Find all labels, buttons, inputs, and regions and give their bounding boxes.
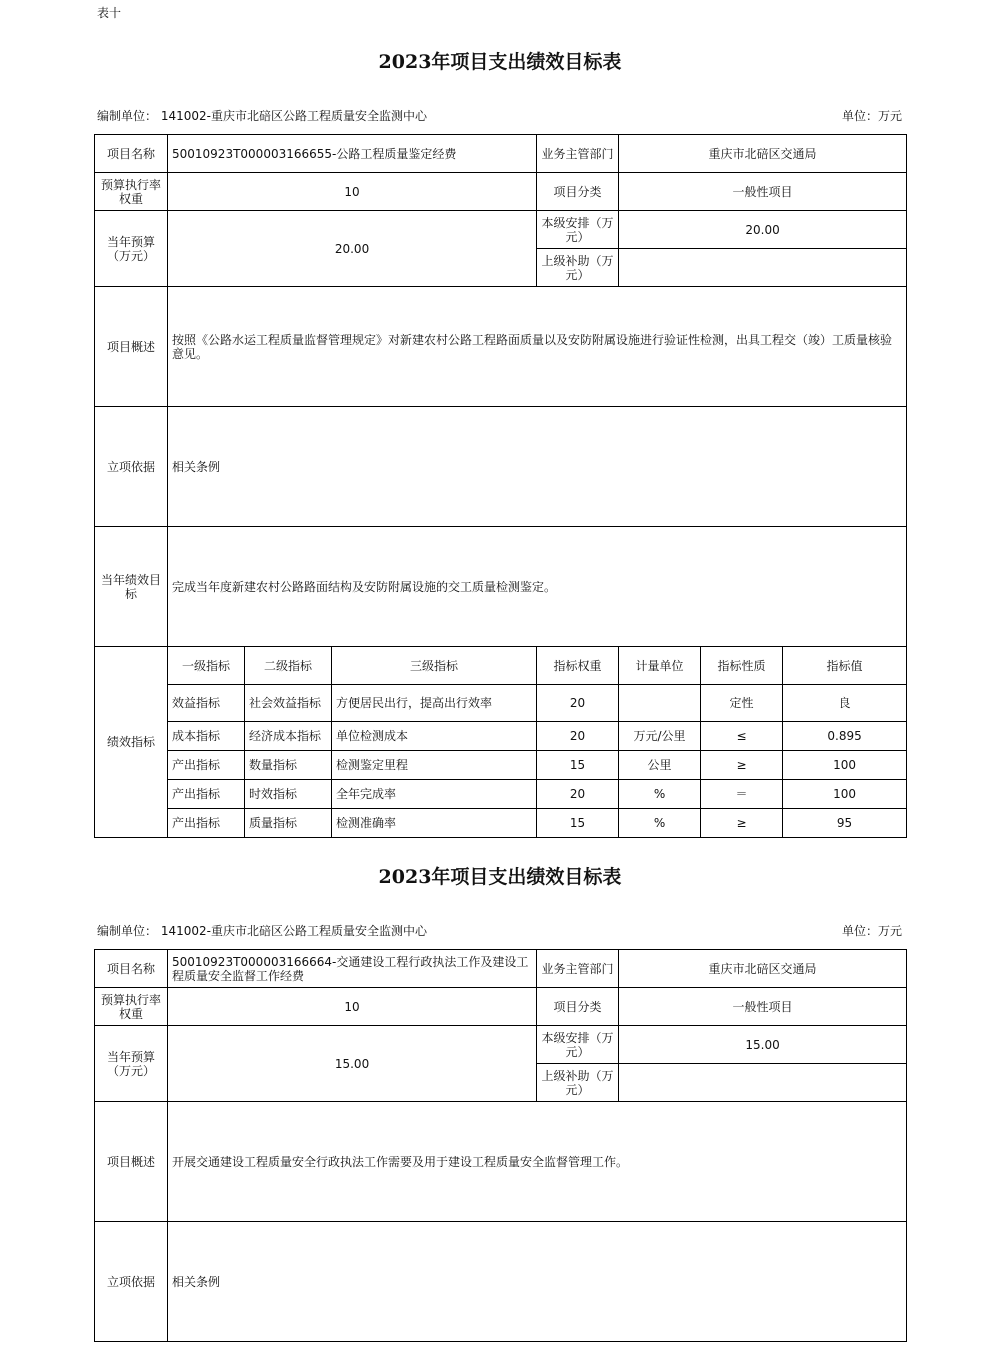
dept-label: 业务主管部门 (537, 950, 619, 988)
local-label: 本级安排（万元） (537, 211, 619, 249)
local-value: 20.00 (619, 211, 907, 249)
org-line (97, 107, 427, 124)
level2-cell: 质量指标 (245, 809, 332, 838)
org-value: 141002-重庆市北碚区公路工程质量安全监测中心 (160, 109, 427, 123)
performance-table-1 (94, 134, 907, 838)
budget-value: 15.00 (168, 1026, 537, 1102)
indicator-header: 三级指标 (332, 647, 537, 685)
upper-value (619, 1064, 907, 1102)
level1-cell: 成本指标 (168, 722, 245, 751)
value-cell: 100 (783, 780, 907, 809)
level3-cell: 方便居民出行，提高出行效率 (332, 685, 537, 722)
budget-label: 当年预算（万元） (95, 1026, 168, 1102)
unit-text: 单位：万元 (841, 109, 902, 123)
goal-value: 完成当年度新建农村公路路面结构及安防附属设施的交工质量检测鉴定。 (168, 527, 907, 647)
weight-cell: 20 (537, 722, 619, 751)
page-title: 2023年项目支出绩效目标表 (378, 866, 622, 888)
nature-cell: ≥ (701, 751, 783, 780)
table-row (95, 751, 907, 780)
value-cell: 95 (783, 809, 907, 838)
upper-label: 上级补助（万元） (537, 249, 619, 287)
table-row (95, 685, 907, 722)
level2-cell: 经济成本指标 (245, 722, 332, 751)
weight-cell: 15 (537, 809, 619, 838)
unit-cell: 万元/公里 (619, 722, 701, 751)
level3-cell: 检测准确率 (332, 809, 537, 838)
weight-cell: 15 (537, 751, 619, 780)
upper-value (619, 249, 907, 287)
level2-cell: 时效指标 (245, 780, 332, 809)
nature-cell: ≥ (701, 809, 783, 838)
category-value: 一般性项目 (619, 988, 907, 1026)
nature-cell: 定性 (701, 685, 783, 722)
category-value: 一般性项目 (619, 173, 907, 211)
dept-value: 重庆市北碚区交通局 (619, 950, 907, 988)
level3-cell: 检测鉴定里程 (332, 751, 537, 780)
indicator-header: 指标性质 (701, 647, 783, 685)
weight-cell: 20 (537, 685, 619, 722)
value-cell: 良 (783, 685, 907, 722)
unit-cell (619, 685, 701, 722)
exec-rate-value: 10 (168, 988, 537, 1026)
performance-table-2 (94, 949, 907, 1342)
overview-value: 按照《公路水运工程质量监督管理规定》对新建农村公路工程路面质量以及安防附属设施进行验证性检测，出具工程交（竣）工质量核验意见。 (168, 287, 907, 407)
goal-label: 当年绩效目标 (95, 527, 168, 647)
org-label: 编制单位： (97, 109, 158, 123)
nature-cell: ＝ (701, 780, 783, 809)
upper-label: 上级补助（万元） (537, 1064, 619, 1102)
indicators-label: 绩效指标 (95, 647, 168, 838)
table-row (95, 722, 907, 751)
level3-cell: 单位检测成本 (332, 722, 537, 751)
budget-label: 当年预算（万元） (95, 211, 168, 287)
dept-value: 重庆市北碚区交通局 (619, 135, 907, 173)
overview-value: 开展交通建设工程质量安全行政执法工作需要及用于建设工程质量安全监督管理工作。 (168, 1102, 907, 1222)
project-name-label: 项目名称 (95, 950, 168, 988)
unit-cell: 公里 (619, 751, 701, 780)
org-line (97, 922, 427, 939)
table-row (95, 809, 907, 838)
indicator-header: 一级指标 (168, 647, 245, 685)
unit-text: 单位：万元 (841, 924, 902, 938)
unit-cell: % (619, 780, 701, 809)
overview-label: 项目概述 (95, 287, 168, 407)
doc-tag: 表十 (97, 6, 122, 20)
exec-rate-value: 10 (168, 173, 537, 211)
indicator-header: 指标权重 (537, 647, 619, 685)
basis-label: 立项依据 (95, 407, 168, 527)
indicator-header: 计量单位 (619, 647, 701, 685)
nature-cell: ≤ (701, 722, 783, 751)
org-value: 141002-重庆市北碚区公路工程质量安全监测中心 (160, 924, 427, 938)
level1-cell: 效益指标 (168, 685, 245, 722)
value-cell: 0.895 (783, 722, 907, 751)
indicator-header: 指标值 (783, 647, 907, 685)
level1-cell: 产出指标 (168, 809, 245, 838)
indicator-header: 二级指标 (245, 647, 332, 685)
level3-cell: 全年完成率 (332, 780, 537, 809)
basis-value: 相关条例 (168, 407, 907, 527)
budget-value: 20.00 (168, 211, 537, 287)
category-label: 项目分类 (537, 173, 619, 211)
level1-cell: 产出指标 (168, 751, 245, 780)
value-cell: 100 (783, 751, 907, 780)
overview-label: 项目概述 (95, 1102, 168, 1222)
level2-cell: 社会效益指标 (245, 685, 332, 722)
page-title: 2023年项目支出绩效目标表 (378, 51, 622, 73)
table-row (95, 780, 907, 809)
exec-rate-label: 预算执行率权重 (95, 988, 168, 1026)
org-label: 编制单位： (97, 924, 158, 938)
local-value: 15.00 (619, 1026, 907, 1064)
dept-label: 业务主管部门 (537, 135, 619, 173)
project-name-value: 50010923T000003166655-公路工程质量鉴定经费 (168, 135, 537, 173)
project-name-value: 50010923T000003166664-交通建设工程行政执法工作及建设工程质量安全监督工作经费 (168, 950, 537, 988)
level1-cell: 产出指标 (168, 780, 245, 809)
level2-cell: 数量指标 (245, 751, 332, 780)
project-name-label: 项目名称 (95, 135, 168, 173)
local-label: 本级安排（万元） (537, 1026, 619, 1064)
unit-cell: % (619, 809, 701, 838)
exec-rate-label: 预算执行率权重 (95, 173, 168, 211)
basis-value: 相关条例 (168, 1222, 907, 1342)
basis-label: 立项依据 (95, 1222, 168, 1342)
category-label: 项目分类 (537, 988, 619, 1026)
weight-cell: 20 (537, 780, 619, 809)
